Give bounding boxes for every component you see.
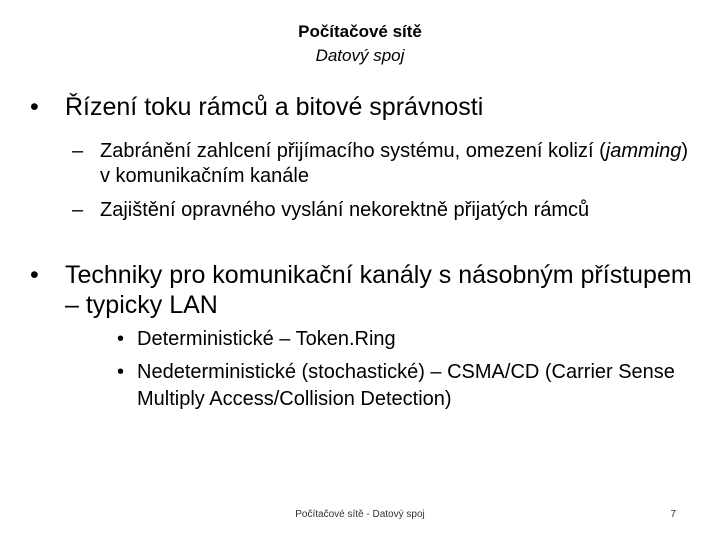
footer-text: Počítačové sítě - Datový spoj (295, 509, 425, 520)
subbullet-text-part: Zabránění zahlcení přijímacího systému, omezení kolizí ( (100, 140, 606, 162)
subbullet-deterministic (117, 326, 697, 353)
subbullet-retransmission (72, 198, 702, 223)
slide-title: Počítačové sítě (298, 22, 422, 41)
subbullet-congestion (72, 139, 702, 189)
bullet-marker: • (30, 261, 39, 289)
italic-term-jamming: jamming (605, 140, 682, 162)
subbullet-nondeterministic (117, 359, 697, 413)
bullet-multiple-access (30, 260, 710, 320)
slide-subtitle: Datový spoj (315, 46, 405, 65)
bullet-marker: • (30, 93, 39, 121)
subbullet-text: Nedeterministické (stochastické) – CSMA/CD (Carrier Sense Multiply Access/Collision Detection) (137, 361, 675, 410)
bullet-text: Techniky pro komunikační kanály s násobným přístupem – typicky LAN (65, 261, 692, 319)
subbullet-text (72, 139, 702, 189)
subbullet-text-part: ) v komunikačním kanále (100, 140, 689, 187)
bullet-flow-control (30, 92, 710, 122)
bullet-marker: • (117, 328, 125, 350)
slide-header (0, 20, 720, 68)
page-number: 7 (670, 509, 676, 520)
subbullet-text: Zajištění opravného vyslání nekorektně přijatých rámců (100, 199, 590, 221)
dash-marker: – (72, 140, 84, 162)
bullet-text: Řízení toku rámců a bitové správnosti (65, 93, 484, 121)
subbullet-text: Deterministické – Token.Ring (137, 328, 396, 350)
bullet-marker: • (117, 361, 125, 383)
dash-marker: – (72, 199, 84, 221)
